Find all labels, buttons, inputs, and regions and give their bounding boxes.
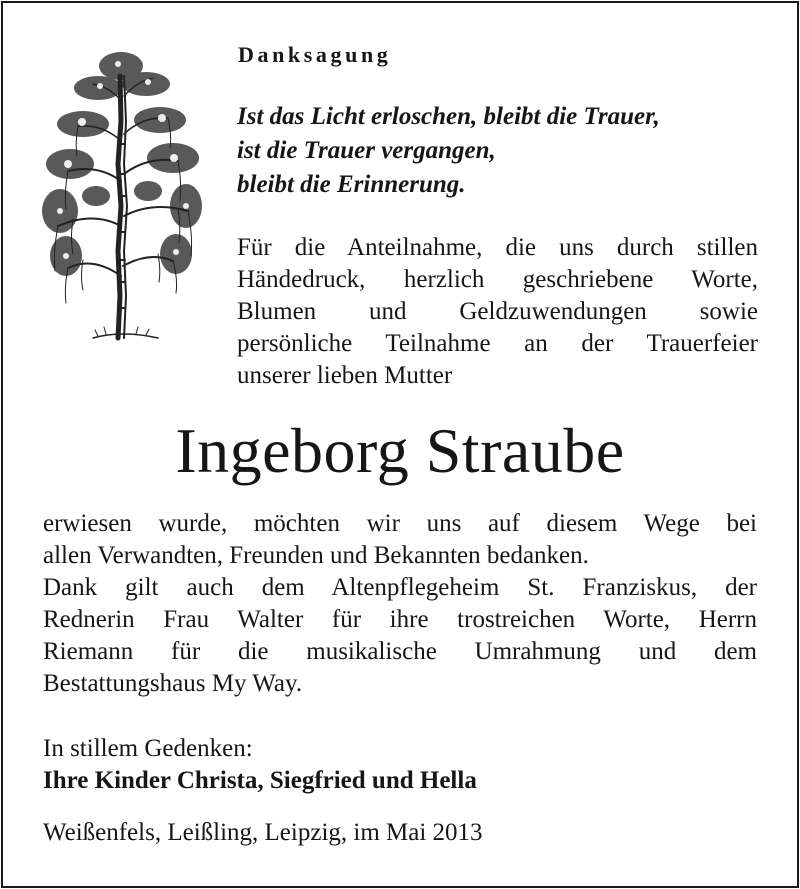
body-line: erwiesen wurde, möchten wir uns auf diesem Wege bei bbox=[43, 510, 757, 537]
poem-line: bleibt die Erinnerung. bbox=[237, 171, 466, 198]
intro-line: Händedruck, herzlich geschriebene Worte, bbox=[237, 266, 758, 293]
intro-line: Für die Anteilnahme, die uns durch stillen bbox=[237, 234, 758, 261]
signoff bbox=[43, 733, 757, 797]
signoff-intro: In stillem Gedenken: bbox=[43, 735, 253, 762]
intro-line: unserer lieben Mutter bbox=[237, 362, 453, 389]
deceased-name: Ingeborg Straube bbox=[175, 415, 625, 486]
thanks-paragraph bbox=[43, 508, 757, 700]
intro-paragraph bbox=[237, 232, 758, 392]
body-line: Riemann für die musikalische Umrahmung und dem bbox=[43, 638, 757, 665]
body-line: allen Verwandten, Freunden und Bekannten bedanken. bbox=[43, 542, 589, 569]
intro-line: persönliche Teilnahme an der Trauerfeier bbox=[237, 330, 758, 357]
heading-danksagung: Danksagung bbox=[238, 42, 392, 67]
signoff-family: Ihre Kinder Christa, Siegfried und Hella bbox=[43, 767, 477, 794]
body-line: Rednerin Frau Walter für ihre trostreichen Worte, Herrn bbox=[43, 606, 757, 633]
birch-tree-icon bbox=[38, 46, 204, 346]
intro-line: Blumen und Geldzuwendungen sowie bbox=[237, 298, 758, 325]
poem-line: ist die Trauer vergangen, bbox=[237, 137, 496, 164]
poem-line: Ist das Licht erloschen, bleibt die Trauer, bbox=[237, 103, 660, 130]
body-line: Dank gilt auch dem Altenpflegeheim St. Franziskus, der bbox=[43, 574, 757, 601]
place-date: Weißenfels, Leißling, Leipzig, im Mai 2013 bbox=[43, 819, 483, 846]
poem bbox=[237, 100, 777, 202]
body-line: Bestattungshaus My Way. bbox=[43, 670, 303, 697]
